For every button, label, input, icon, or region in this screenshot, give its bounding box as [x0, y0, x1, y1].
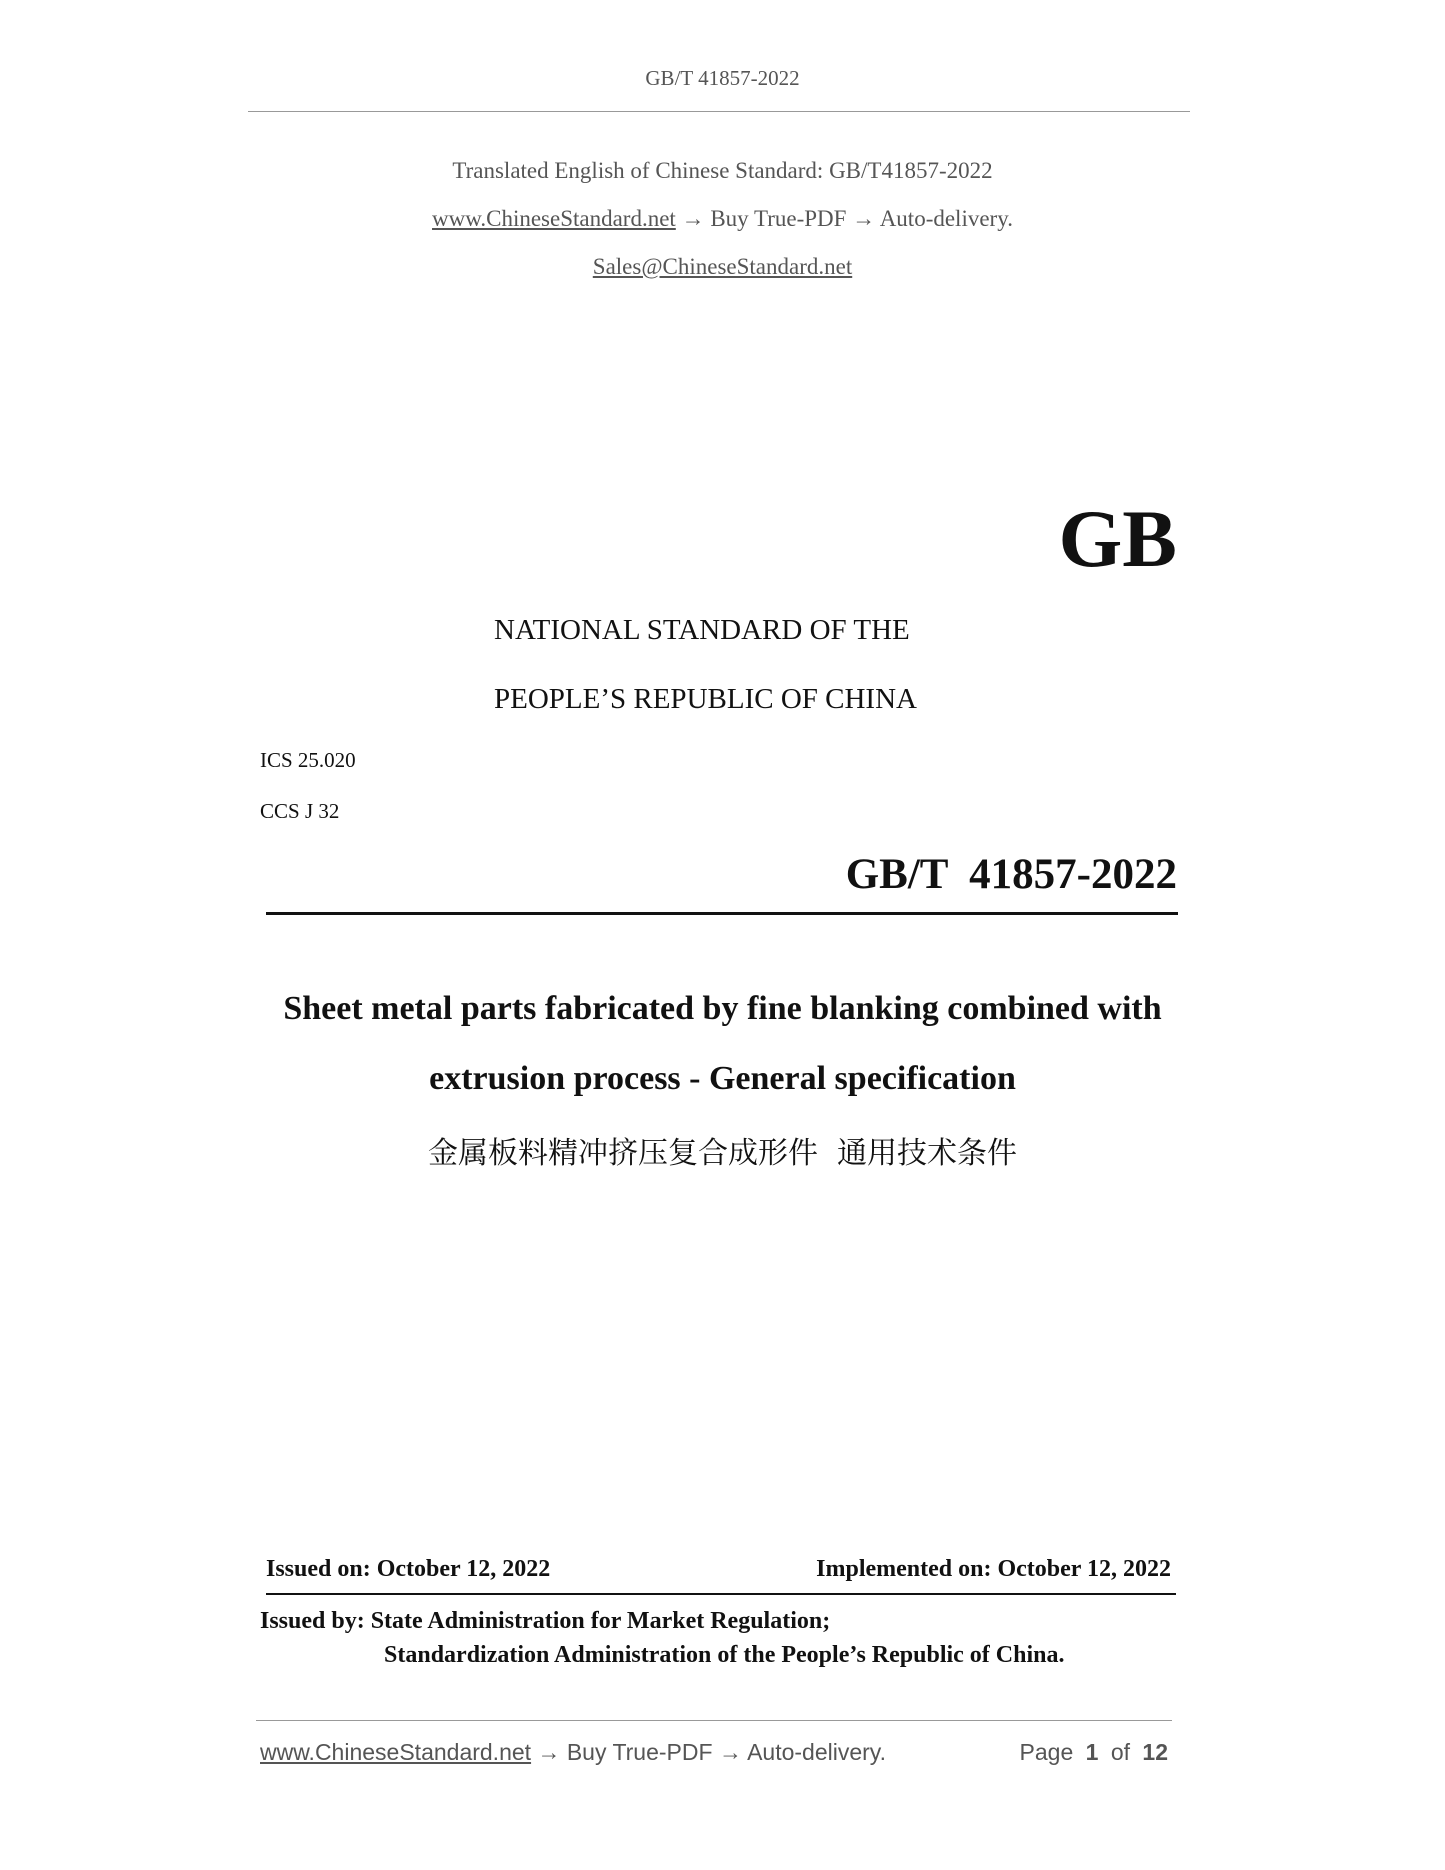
- footer-site-link[interactable]: www.ChineseStandard.net: [260, 1739, 532, 1765]
- title-divider: [266, 912, 1178, 915]
- footer-buy-text: Buy True-PDF: [566, 1739, 713, 1765]
- title-english-line1: Sheet metal parts fabricated by fine blanking combined with: [283, 990, 1162, 1027]
- national-standard-line2: PEOPLE’S REPUBLIC OF CHINA: [494, 683, 917, 715]
- title-english-line2: extrusion process - General specification: [429, 1060, 1016, 1097]
- issuer-line2: Standardization Administration of the People’s Republic of China.: [384, 1642, 1065, 1668]
- sales-email-link[interactable]: Sales@ChineseStandard.net: [592, 254, 853, 279]
- purchase-line: [0, 206, 1445, 232]
- arrow-right-icon: →: [537, 1739, 561, 1765]
- site-link[interactable]: www.ChineseStandard.net: [432, 206, 676, 231]
- issued-date: Issued on: October 12, 2022: [266, 1556, 551, 1582]
- auto-delivery-text: Auto-delivery.: [879, 206, 1013, 231]
- ccs-code: CCS J 32: [260, 799, 340, 823]
- header-divider: [248, 111, 1190, 112]
- page-indicator: [1020, 1739, 1168, 1766]
- issuer-line1: Issued by: State Administration for Market Regulation;: [260, 1608, 831, 1634]
- of-label: of: [1110, 1739, 1131, 1765]
- arrow-right-icon: →: [718, 1739, 742, 1765]
- implemented-date: Implemented on: October 12, 2022: [816, 1556, 1171, 1582]
- email-line: [0, 254, 1445, 280]
- ics-code: ICS 25.020: [260, 748, 356, 772]
- footer-divider: [256, 1720, 1172, 1721]
- translation-notice: Translated English of Chinese Standard: GB/T41857-2022: [452, 158, 993, 183]
- page-total: 12: [1142, 1739, 1168, 1765]
- arrow-right-icon: →: [681, 206, 705, 231]
- dates-divider: [266, 1593, 1176, 1595]
- national-standard-line1: NATIONAL STANDARD OF THE: [494, 614, 910, 646]
- standard-number: GB/T 41857-2022: [845, 851, 1177, 898]
- running-header-title: GB/T 41857-2022: [645, 66, 800, 90]
- arrow-right-icon: →: [852, 206, 876, 231]
- title-chinese: 金属板料精冲挤压复合成形件 通用技术条件: [427, 1136, 1018, 1171]
- buy-true-pdf-text: Buy True-PDF: [710, 206, 847, 231]
- page-current: 1: [1085, 1739, 1099, 1765]
- page-label: Page: [1019, 1739, 1074, 1765]
- gb-logo: GB: [1058, 493, 1177, 584]
- footer-purchase-line: [260, 1739, 886, 1766]
- footer-delivery-text: Auto-delivery.: [747, 1739, 886, 1765]
